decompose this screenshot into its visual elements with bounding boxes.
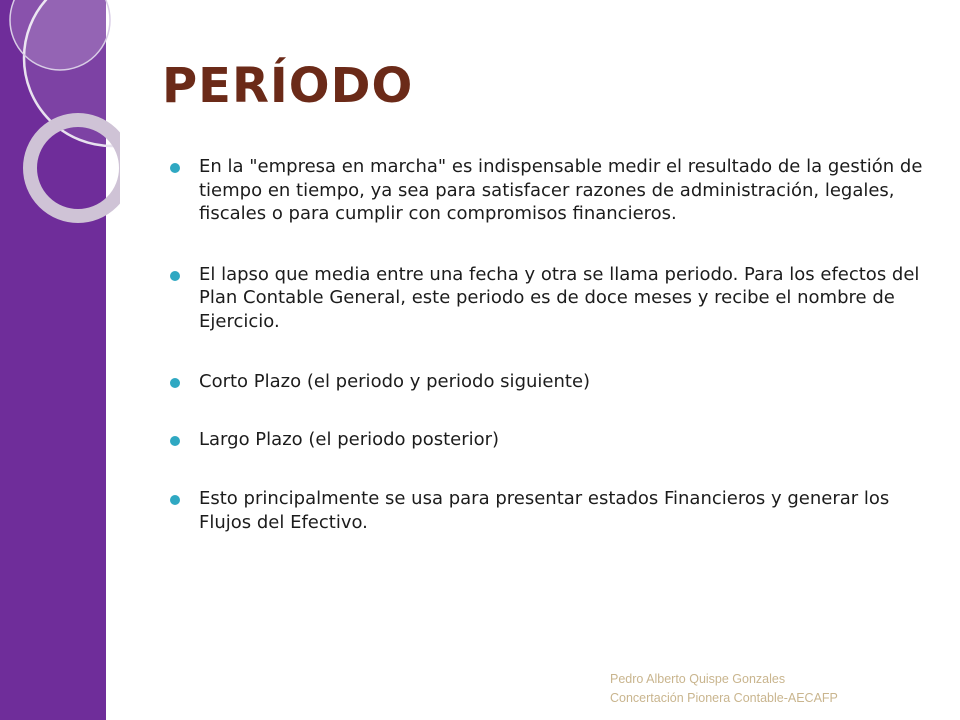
bullet-dot-icon — [170, 378, 180, 388]
bullet-text: Esto principalmente se usa para presentar estados Financieros y generar los Flujos del Efectivo. — [199, 488, 890, 533]
bullet-text: Largo Plazo (el periodo posterior) — [199, 428, 500, 450]
bullet-item — [170, 428, 940, 452]
bullet-dot-icon — [170, 163, 180, 173]
slide-title: PERÍODO — [162, 58, 414, 114]
footer-organization: Concertación Pionera Contable-AECAFP — [610, 691, 838, 705]
decorative-circles — [0, 0, 120, 300]
bullet-list — [170, 155, 940, 571]
bullet-dot-icon — [170, 271, 180, 281]
bullet-dot-icon — [170, 436, 180, 446]
bullet-item — [170, 370, 940, 394]
bullet-item — [170, 263, 940, 334]
bullet-dot-icon — [170, 495, 180, 505]
bullet-text: El lapso que media entre una fecha y otra se llama periodo. Para los efectos del Plan Contable General, este periodo es de doce meses y recibe el nombre de Ejercicio. — [199, 263, 920, 332]
slide-footer — [610, 670, 838, 708]
bullet-item — [170, 155, 940, 226]
bullet-text: Corto Plazo (el periodo y periodo siguiente) — [199, 371, 591, 392]
footer-author: Pedro Alberto Quispe Gonzales — [610, 672, 786, 686]
bullet-item — [170, 487, 940, 534]
bullet-text: En la "empresa en marcha" es indispensable medir el resultado de la gestión de tiempo en tiempo, ya sea para satisfacer razones de administración, legales, fiscales o para cumplir con compromisos financieros. — [199, 156, 923, 224]
